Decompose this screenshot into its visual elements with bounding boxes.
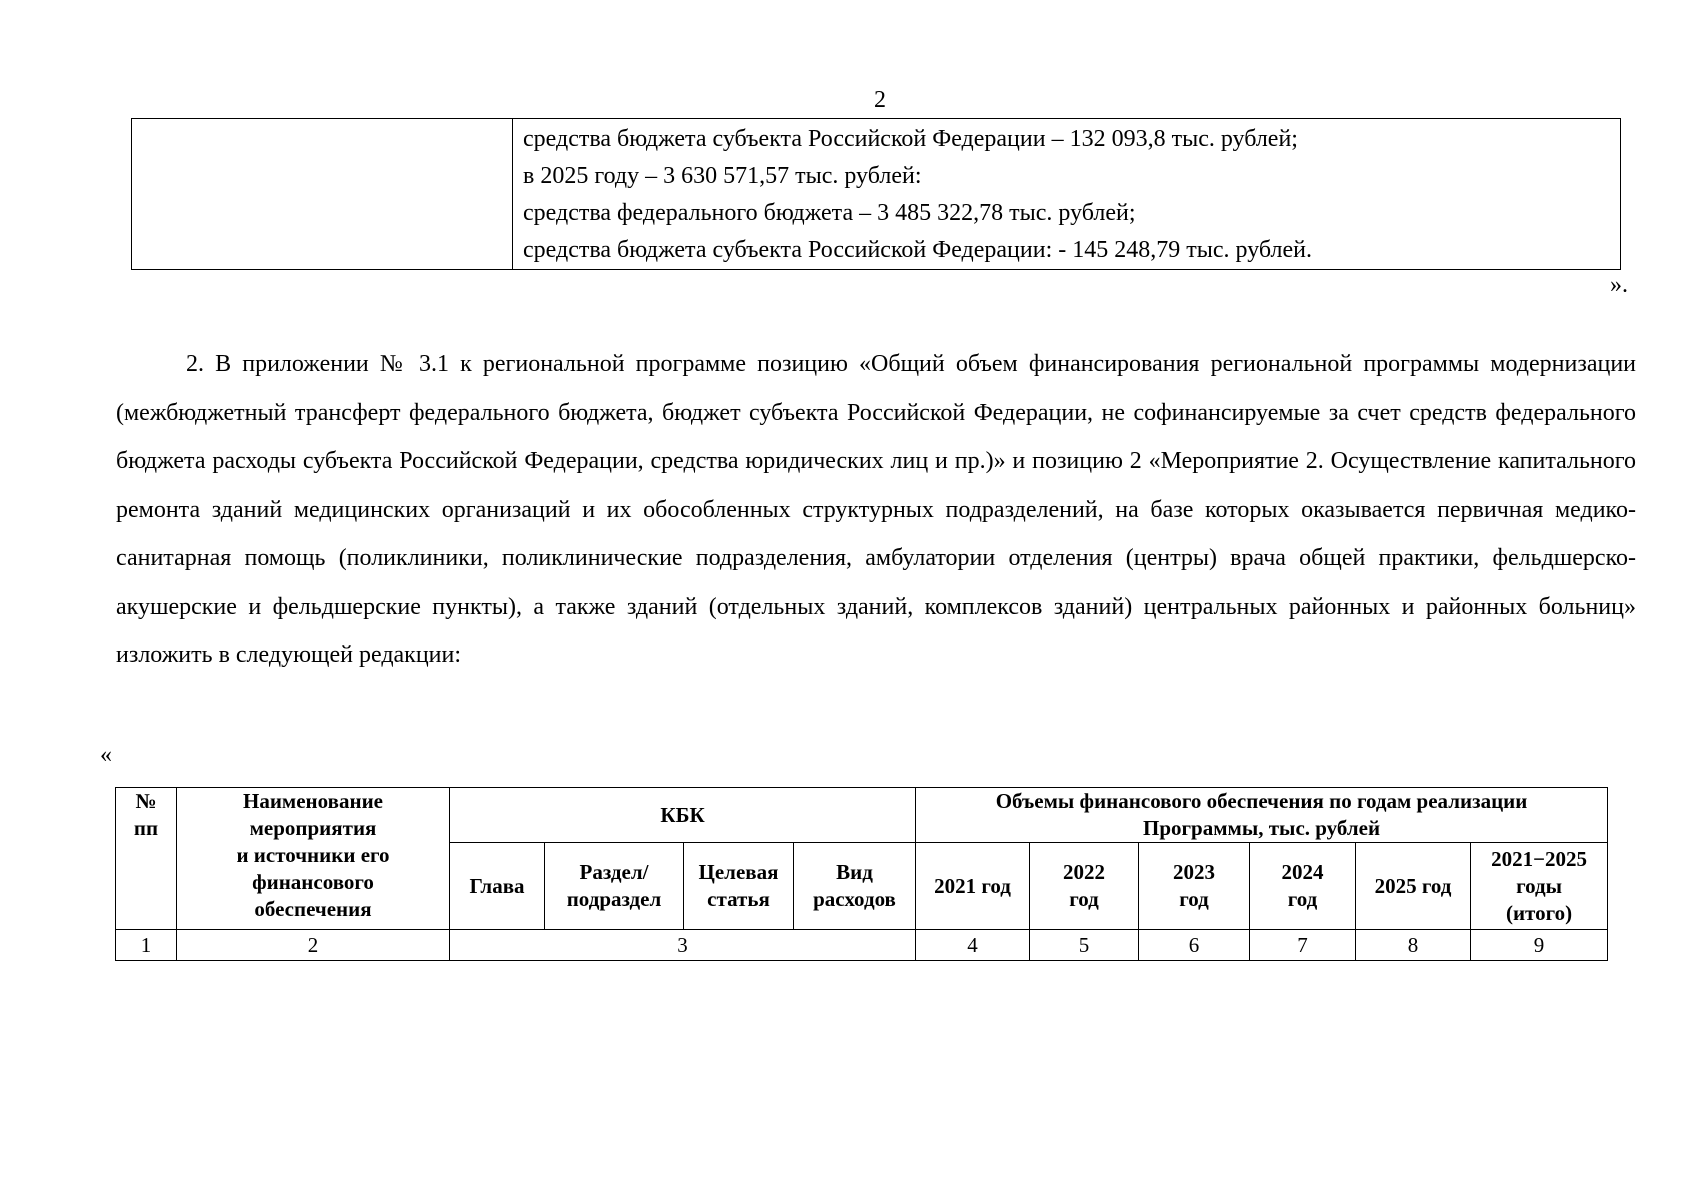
header-line: год [1179, 887, 1209, 911]
column-header-expense-type [794, 843, 916, 930]
header-line: год [1069, 887, 1099, 911]
header-line: Вид [836, 860, 873, 884]
header-line: подраздел [566, 887, 662, 911]
column-header-kbk: КБК [450, 788, 916, 843]
funding-summary-table [131, 118, 1621, 270]
column-header-year-2023 [1139, 843, 1250, 930]
header-line: 2025 год [1374, 873, 1452, 898]
header-line: финансового [252, 870, 374, 894]
header-line: и источники его [236, 843, 390, 867]
header-line: 2022 [1063, 860, 1106, 884]
table-numbering-row [116, 930, 1608, 961]
header-line: пп [133, 816, 159, 840]
column-header-number [116, 788, 177, 930]
column-header-section [545, 843, 684, 930]
header-line: Программы, тыс. рублей [1143, 816, 1381, 840]
funding-line: в 2025 году – 3 630 571,57 тыс. рублей: [523, 163, 922, 189]
header-line: Целевая [698, 860, 779, 884]
header-line: годы [1516, 873, 1563, 898]
column-header-target-item [684, 843, 794, 930]
funding-line: средства федерального бюджета – 3 485 322,78 тыс. рублей; [523, 200, 1136, 226]
amendment-paragraph: 2. В приложении № 3.1 к региональной программе позицию «Общий объем финансирования региональной программы модернизации (межбюджетный трансферт федерального бюджета, бюджет субъекта Российской Федерации, не софинансируемые за счет средств федерального бюджета расходы субъекта Российской Федерации, средства юридических лиц и пр.)» и позицию 2 «Мероприятие 2. Осуществление капитального ремонта зданий медицинских организаций и их обособленных структурных подразделений, на базе которых оказывается первичная медико-санитарная помощь (поликлиники, поликлинические подразделения, амбулатории отделения (центры) врача общей практики, фельдшерско-акушерские и фельдшерские пункты), а также зданий (отдельных зданий, комплексов зданий) центральных районных и районных больниц» изложить в следующей редакции: [116, 351, 1636, 668]
header-line: Объемы финансового обеспечения по годам реализации [995, 789, 1528, 813]
header-line: Раздел/ [579, 860, 649, 884]
table-cell: 3 [450, 930, 916, 961]
table-cell: 9 [1471, 930, 1608, 961]
header-line: 2021−2025 [1491, 846, 1588, 871]
header-line: статья [707, 887, 770, 911]
funding-summary-label-cell [132, 119, 513, 270]
table-cell: 4 [916, 930, 1030, 961]
header-line: расходов [813, 887, 896, 911]
financing-table [115, 787, 1608, 961]
funding-summary-values-cell [513, 119, 1621, 270]
header-line: обеспечения [254, 897, 372, 921]
table-cell: 5 [1030, 930, 1139, 961]
table-cell: 2 [177, 930, 450, 961]
column-header-volumes [916, 788, 1608, 843]
header-line: год [1287, 887, 1318, 911]
column-header-name [177, 788, 450, 930]
table-cell: 1 [116, 930, 177, 961]
table-cell: 6 [1139, 930, 1250, 961]
header-line: (итого) [1505, 900, 1573, 925]
closing-quote: ». [1610, 272, 1628, 298]
header-line: 2024 [1281, 860, 1324, 884]
table-cell: 8 [1356, 930, 1471, 961]
header-line: № [135, 789, 157, 813]
table-cell: 7 [1250, 930, 1356, 961]
header-line: 2023 [1173, 860, 1216, 884]
column-header-year-2022 [1030, 843, 1139, 930]
header-line: Глава [469, 873, 525, 898]
header-line: 2021 год [934, 873, 1011, 898]
column-header-year-2025 [1356, 843, 1471, 930]
column-header-year-2024 [1250, 843, 1356, 930]
funding-line: средства бюджета субъекта Российской Федерации: - 145 248,79 тыс. рублей. [523, 237, 1312, 263]
column-header-chapter [450, 843, 545, 930]
header-line: мероприятия [249, 816, 377, 840]
opening-quote: « [100, 742, 112, 768]
funding-line: средства бюджета субъекта Российской Федерации – 132 093,8 тыс. рублей; [523, 126, 1298, 152]
column-header-total [1471, 843, 1608, 930]
header-line: Наименование [243, 789, 383, 813]
column-header-year-2021 [916, 843, 1030, 930]
page-number: 2 [874, 87, 886, 113]
